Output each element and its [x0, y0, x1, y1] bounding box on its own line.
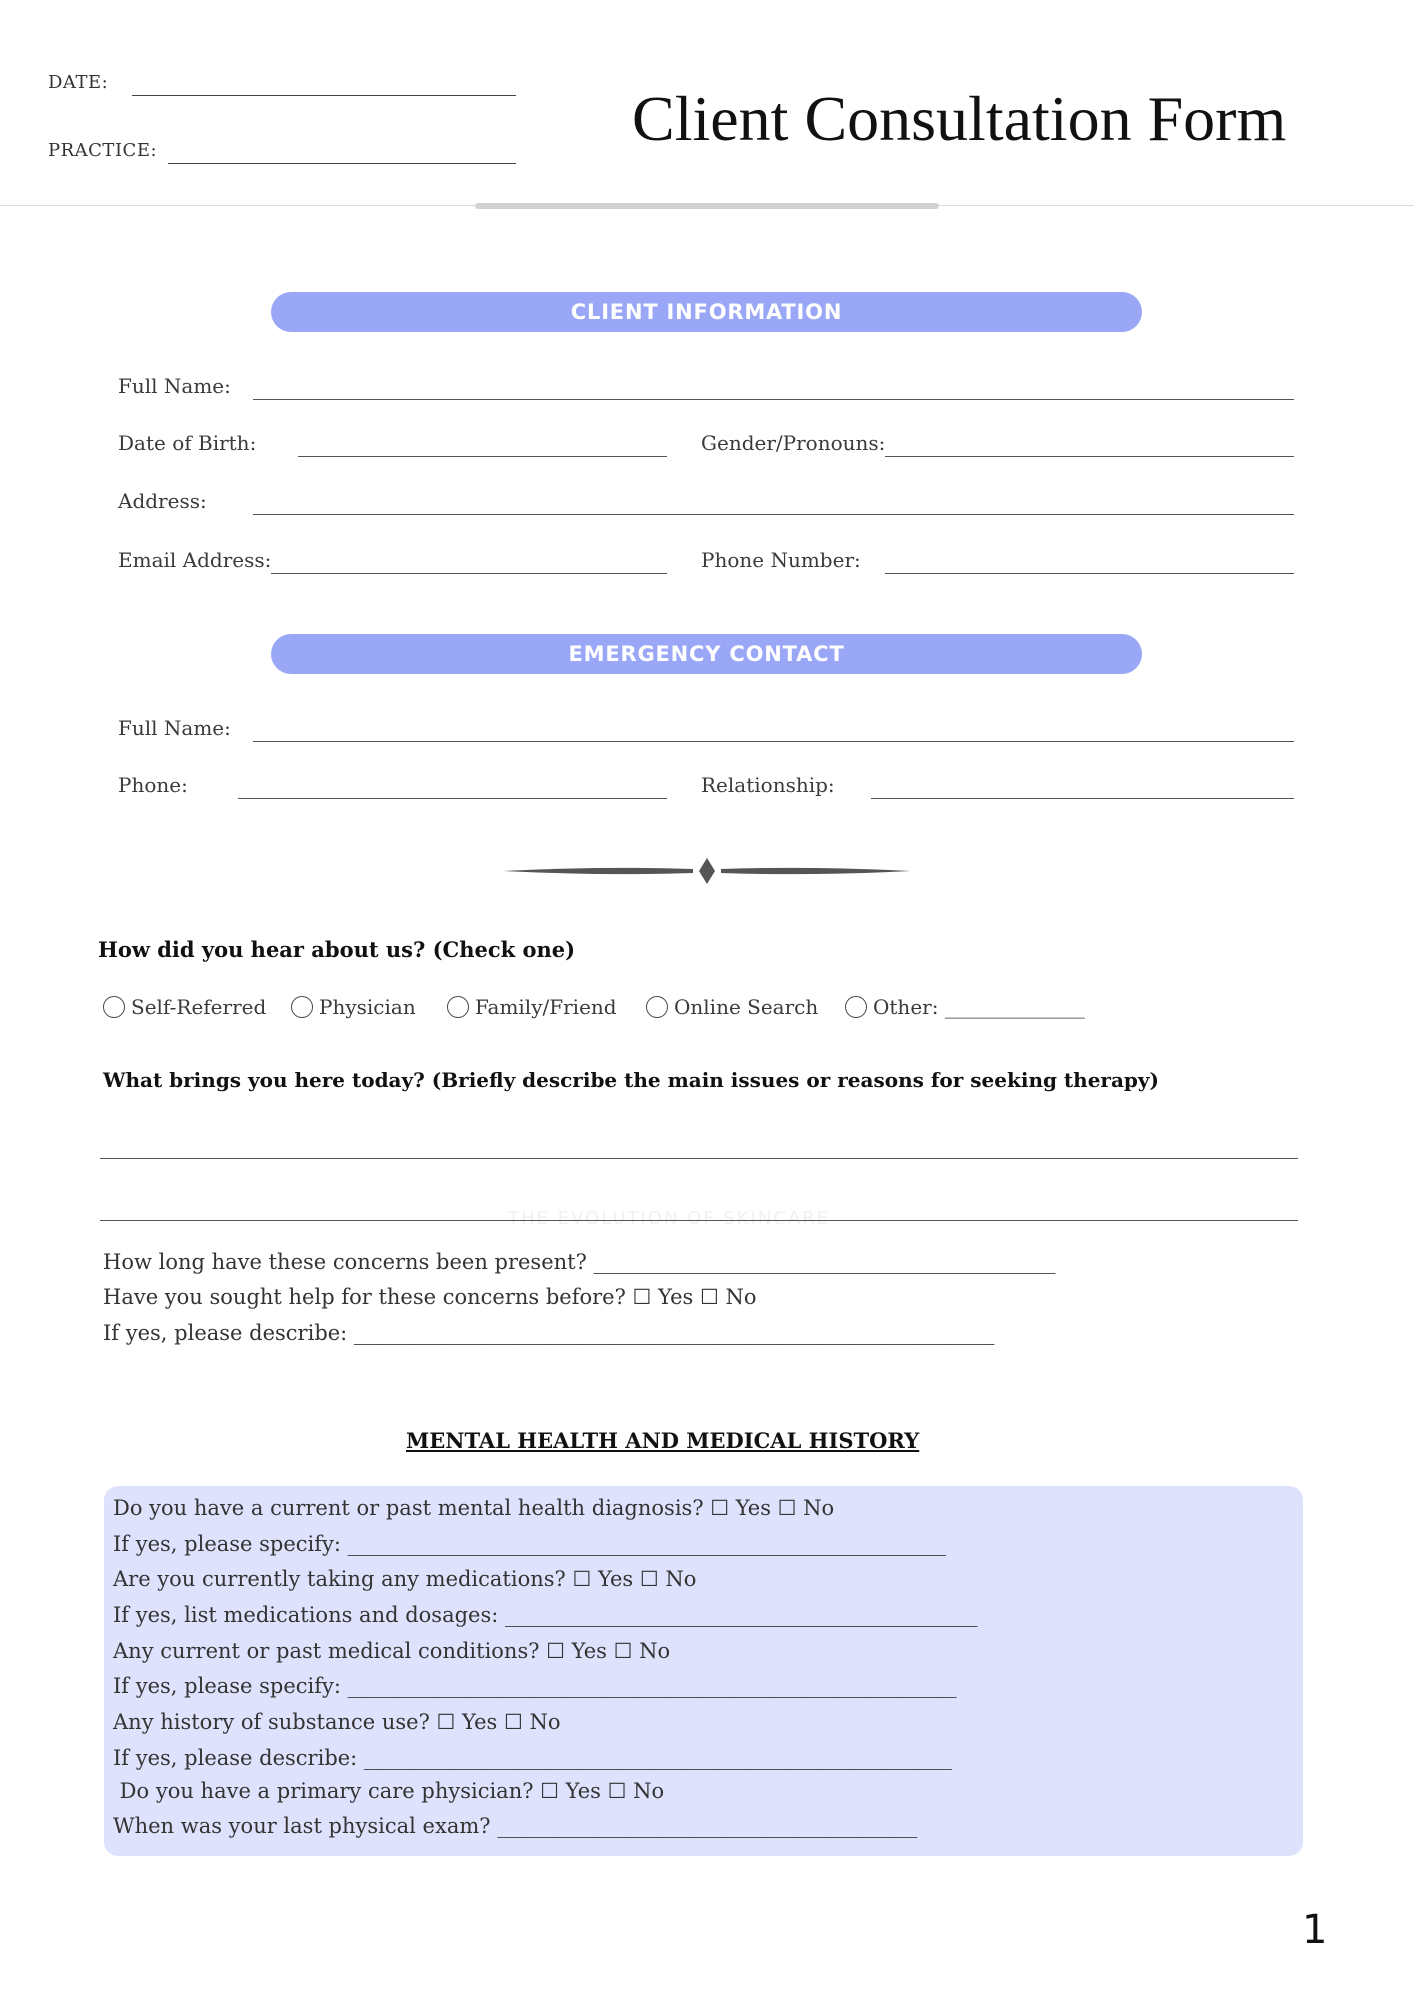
- dob-field[interactable]: [298, 456, 667, 457]
- reason-question: What brings you here today? (Briefly describe the main issues or reasons for seeking therapy): [103, 1068, 1159, 1092]
- phone-number-field[interactable]: [885, 573, 1294, 574]
- referral-option-physician[interactable]: Physician: [291, 995, 416, 1019]
- history-heading: MENTAL HEALTH AND MEDICAL HISTORY: [406, 1428, 920, 1453]
- email-label: Email Address:: [118, 548, 272, 572]
- history-line-medications[interactable]: Are you currently taking any medications? ☐ Yes ☐ No: [113, 1567, 697, 1591]
- prior-help-line[interactable]: Have you sought help for these concerns before? ☐ Yes ☐ No: [103, 1285, 757, 1309]
- relationship-label: Relationship:: [701, 773, 835, 797]
- client-full-name-field[interactable]: [253, 399, 1294, 400]
- referral-option-family-friend[interactable]: Family/Friend: [447, 995, 617, 1019]
- history-line-medications-list[interactable]: If yes, list medications and dosages: _____________________________________________: [113, 1603, 978, 1627]
- practice-label: PRACTICE:: [48, 140, 158, 161]
- referral-option-other[interactable]: Other: ______________: [845, 995, 1085, 1019]
- date-field[interactable]: [132, 95, 516, 96]
- history-line-substance[interactable]: Any history of substance use? ☐ Yes ☐ No: [113, 1710, 561, 1734]
- history-line-diagnosis[interactable]: Do you have a current or past mental health diagnosis? ☐ Yes ☐ No: [113, 1496, 835, 1520]
- referral-option-online-search[interactable]: Online Search: [646, 995, 818, 1019]
- gender-label: Gender/Pronouns:: [701, 431, 886, 455]
- relationship-field[interactable]: [871, 798, 1294, 799]
- radio-icon: [291, 996, 313, 1018]
- practice-field[interactable]: [168, 163, 516, 164]
- radio-icon: [447, 996, 469, 1018]
- page-number: 1: [1302, 1907, 1328, 1953]
- history-line-diagnosis-specify[interactable]: If yes, please specify: _________________________________________________________: [113, 1532, 947, 1556]
- referral-question: How did you hear about us? (Check one): [98, 937, 576, 962]
- emergency-full-name-label: Full Name:: [118, 716, 231, 740]
- history-line-physical-exam[interactable]: When was your last physical exam? ________________________________________: [113, 1814, 918, 1838]
- date-label: DATE:: [48, 72, 109, 93]
- referral-option-self-referred[interactable]: Self-Referred: [103, 995, 266, 1019]
- address-label: Address:: [118, 489, 207, 513]
- header-accent-bar: [475, 203, 939, 209]
- emergency-contact-heading: EMERGENCY CONTACT: [271, 634, 1142, 674]
- history-line-substance-describe[interactable]: If yes, please describe: ________________________________________________________: [113, 1746, 952, 1770]
- radio-icon: [646, 996, 668, 1018]
- gender-field[interactable]: [885, 456, 1294, 457]
- phone-number-label: Phone Number:: [701, 548, 861, 572]
- radio-icon: [845, 996, 867, 1018]
- prior-help-describe-line[interactable]: If yes, please describe: _____________________________________________________________: [103, 1321, 995, 1345]
- history-line-conditions[interactable]: Any current or past medical conditions? ☐ Yes ☐ No: [113, 1639, 671, 1663]
- watermark-text: THE EVOLUTION OF SKINCARE: [508, 1208, 831, 1229]
- client-info-heading: CLIENT INFORMATION: [271, 292, 1142, 332]
- page-title: Client Consultation Form: [632, 83, 1287, 154]
- history-line-physician[interactable]: Do you have a primary care physician? ☐ Yes ☐ No: [113, 1779, 665, 1803]
- emergency-full-name-field[interactable]: [253, 741, 1294, 742]
- emergency-phone-field[interactable]: [238, 798, 667, 799]
- concern-duration-line[interactable]: How long have these concerns been present? ____________________________________________: [103, 1250, 1056, 1274]
- address-field[interactable]: [253, 514, 1294, 515]
- reason-answer-line-1[interactable]: [100, 1158, 1298, 1159]
- email-field[interactable]: [271, 573, 667, 574]
- dob-label: Date of Birth:: [118, 431, 257, 455]
- client-full-name-label: Full Name:: [118, 374, 231, 398]
- emergency-phone-label: Phone:: [118, 773, 188, 797]
- radio-icon: [103, 996, 125, 1018]
- ornament-divider: [503, 856, 911, 886]
- reason-answer-line-2[interactable]: [100, 1220, 1298, 1221]
- history-line-conditions-specify[interactable]: If yes, please specify: __________________________________________________________: [113, 1674, 957, 1698]
